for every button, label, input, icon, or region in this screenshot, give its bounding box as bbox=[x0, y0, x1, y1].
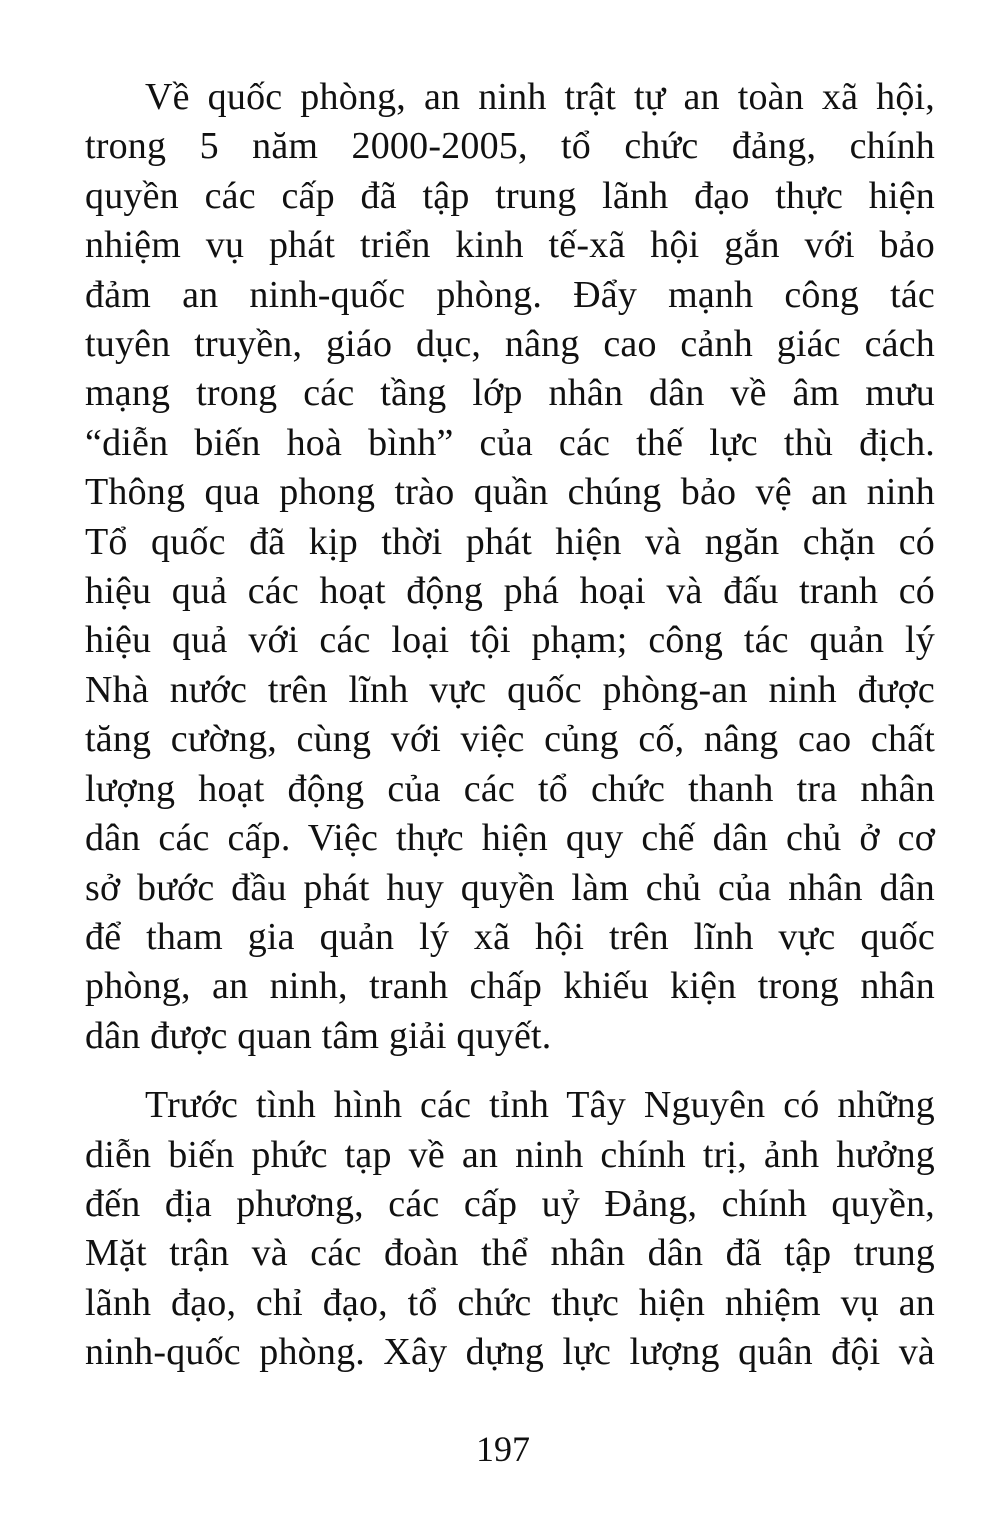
text-line: Trước tình hình các tỉnh Tây Nguyên có những bbox=[145, 1084, 935, 1127]
text-line: Về quốc phòng, an ninh trật tự an toàn xã hội, bbox=[145, 76, 935, 118]
text-line: hiệu quả các hoạt động phá hoại và đấu tranh có bbox=[85, 570, 935, 613]
text-line: đến địa phương, các cấp uỷ Đảng, chính quyền, bbox=[85, 1182, 935, 1225]
paragraph-1 bbox=[85, 73, 935, 1061]
text-line: ninh-quốc phòng. Xây dựng lực lượng quân đội và bbox=[85, 1331, 935, 1374]
paragraph-2 bbox=[85, 1081, 935, 1377]
text-line: lãnh đạo, chỉ đạo, tổ chức thực hiện nhiệm vụ an bbox=[85, 1281, 935, 1324]
text-line: trong 5 năm 2000-2005, tổ chức đảng, chính bbox=[85, 125, 935, 168]
text-line: đảm an ninh-quốc phòng. Đẩy mạnh công tác bbox=[85, 273, 935, 316]
text-line: tuyên truyền, giáo dục, nâng cao cảnh giác cách bbox=[85, 323, 935, 366]
page-number: 197 bbox=[476, 1429, 530, 1469]
text-line: Nhà nước trên lĩnh vực quốc phòng-an ninh được bbox=[85, 668, 935, 711]
text-line: để tham gia quản lý xã hội trên lĩnh vực quốc bbox=[85, 915, 935, 958]
body-text bbox=[85, 73, 935, 1378]
text-line: dân các cấp. Việc thực hiện quy chế dân chủ ở cơ bbox=[85, 817, 935, 860]
text-line: Thông qua phong trào quần chúng bảo vệ an ninh bbox=[85, 471, 935, 514]
text-line: nhiệm vụ phát triển kinh tế-xã hội gắn với bảo bbox=[85, 224, 935, 267]
text-line: dân được quan tâm giải quyết. bbox=[85, 1014, 552, 1057]
text-line: phòng, an ninh, tranh chấp khiếu kiện trong nhân bbox=[85, 965, 935, 1008]
text-line: tăng cường, cùng với việc củng cố, nâng cao chất bbox=[85, 718, 935, 761]
text-line: quyền các cấp đã tập trung lãnh đạo thực hiện bbox=[85, 174, 935, 217]
text-line: lượng hoạt động của các tổ chức thanh tra nhân bbox=[85, 767, 935, 810]
text-line: mạng trong các tầng lớp nhân dân về âm mưu bbox=[85, 372, 935, 415]
text-line: diễn biến phức tạp về an ninh chính trị, ảnh hưởng bbox=[85, 1133, 935, 1176]
text-line: “diễn biến hoà bình” của các thế lực thù địch. bbox=[85, 421, 935, 464]
text-line: hiệu quả với các loại tội phạm; công tác quản lý bbox=[85, 619, 935, 662]
text-line: Mặt trận và các đoàn thể nhân dân đã tập trung bbox=[85, 1232, 935, 1275]
text-line: sở bước đầu phát huy quyền làm chủ của nhân dân bbox=[85, 866, 935, 909]
text-line: Tổ quốc đã kịp thời phát hiện và ngăn chặn có bbox=[85, 520, 935, 563]
